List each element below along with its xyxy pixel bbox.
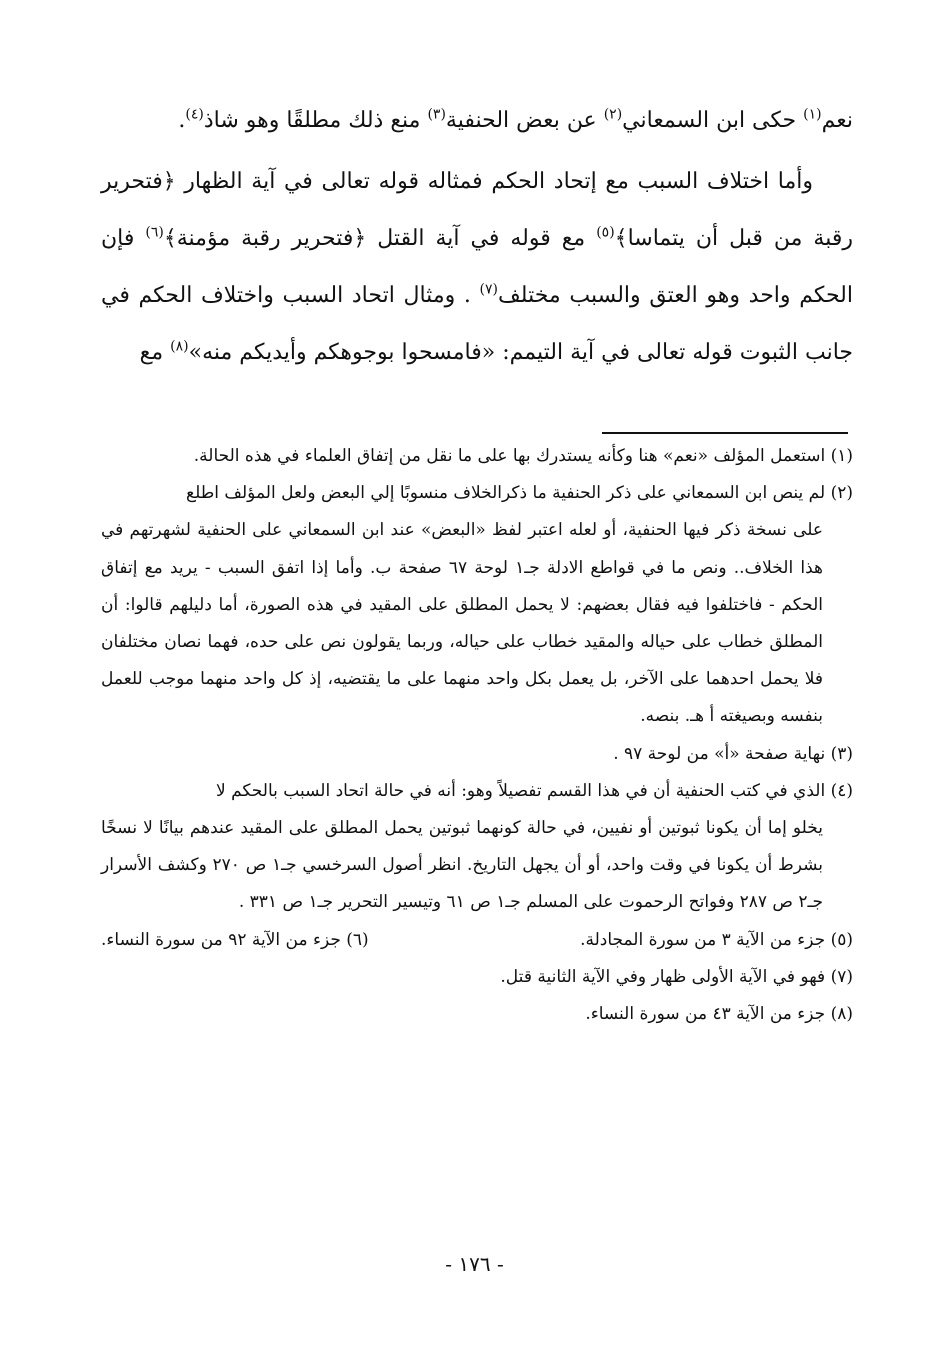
paragraph-1	[101, 92, 853, 149]
text-run: حكى ابن السمعاني	[622, 108, 804, 133]
footnote-ref-2[interactable]: (٢)	[603, 106, 623, 123]
footnote-text: فهو في الآية الأولى ظهار وفي الآية الثانية قتل.	[500, 966, 831, 987]
footnote-ref-4[interactable]: (٤)	[185, 106, 204, 123]
footnote-text: جزء من الآية ٣ من سورة المجادلة.	[580, 929, 831, 950]
footnote-ref-8[interactable]: (٨)	[170, 338, 189, 355]
footnote-5	[580, 922, 853, 959]
main-text	[101, 92, 853, 381]
footnote-text: جزء من الآية ٩٢ من سورة النساء.	[101, 929, 347, 950]
text-run: مع	[139, 340, 171, 365]
footnote-3	[101, 736, 853, 773]
footnote-6	[101, 922, 369, 959]
footnote-8	[101, 996, 853, 1033]
text-run: منع ذلك مطلقًا وهو شاذ	[203, 108, 428, 133]
footnote-separator	[602, 432, 848, 434]
footnote-4	[101, 773, 853, 922]
footnote-row-5-6	[101, 922, 853, 959]
footnote-ref-5[interactable]: (٥)	[596, 224, 615, 241]
footnotes	[101, 438, 853, 1033]
footnote-7	[101, 959, 853, 996]
paragraph-2	[101, 153, 853, 381]
footnote-number: (٢)	[830, 483, 853, 504]
footnote-number: (٣)	[830, 743, 853, 764]
footnote-2	[101, 475, 853, 735]
footnote-text: جزء من الآية ٤٣ من سورة النساء.	[585, 1004, 831, 1025]
text-run: عن بعض الحنفية	[445, 108, 604, 133]
footnote-ref-1[interactable]: (١)	[803, 106, 822, 123]
text-run: وأما اختلاف السبب مع إتحاد الحكم فمثاله قوله تعالى في آية الظهار ﴿فتحرير رقبة من قبل أن يتماسا﴾	[101, 169, 854, 251]
footnote-number: (٥)	[830, 929, 853, 950]
footnote-text: استعمل المؤلف «نعم» هنا وكأنه يستدرك بها على ما نقل من إتفاق العلماء في هذه الحالة.	[193, 446, 831, 466]
page-number: - ١٧٦ -	[445, 1252, 504, 1276]
text-run: . ومثال اتحاد السبب واختلاف الحكم في جانب الثبوت قوله تعالى في آية التيمم: «فامسحوا بوجوهكم وأيديكم منه»	[101, 283, 853, 365]
footnote-text-continued: يخلو إما أن يكونا ثبوتين أو نفيين، في حالة كونهما ثبوتين يحمل المطلق على المقيد عندهم بيانًا لا نسخًا بشرط أن يكونا في وقت واحد، أو أن يجهل التاريخ. انظر أصول السرخسي جـ١ ص ٢٧٠ وكشف الأسرار جـ٢ ص ٢٨٧ وفواتح الرحموت على المسلم جـ١ ص ٦١ وتيسير التحرير جـ١ ص ٣٣١ .	[101, 818, 823, 913]
footnote-ref-3[interactable]: (٣)	[427, 106, 446, 123]
footnote-number: (٦)	[346, 929, 369, 950]
footnote-number: (٧)	[830, 966, 853, 987]
text-run: مع قوله في آية القتل ﴿فتحرير رقبة مؤمنة﴾	[163, 226, 597, 251]
footnote-text-continued: على نسخة ذكر فيها الحنفية، أو لعله اعتبر لفظ «البعض» عند ابن السمعاني على الحنفية لشهرتهم في هذا الخلاف.. ونص ما في قواطع الادلة جـ١ لوحة ٦٧ صفحة ب. وأما إذا اتفق السبب - يريد مع إتفاق الحكم - فاختلفوا فيه فقال بعضهم: لا يحمل المطلق على المقيد في هذه الصورة، أما دليلهم قالوا: أن المطلق خطاب على حياله والمقيد خطاب على حياله، وربما يقولون نص على حده، فهما نصان مختلفان فلا يحمل احدهما على الآخر، بل يعمل بكل واحد منهما على ما يقتضيه، إذ كل واحد منهما موجب للعمل بنفسه وبصيغته أ هـ. بنصه.	[101, 520, 824, 727]
footnote-ref-6[interactable]: (٦)	[145, 224, 164, 241]
footnote-text: لم ينص ابن السمعاني على ذكر الحنفية ما ذكرالخلاف منسوبًا إلي البعض ولعل المؤلف اطلع	[186, 483, 831, 504]
footnote-text: نهاية صفحة «أ» من لوحة ٩٧ .	[613, 743, 831, 764]
footnote-ref-7[interactable]: (٧)	[479, 281, 499, 298]
footnote-number: (١)	[830, 446, 853, 466]
text-run: .	[178, 108, 186, 133]
text-run: نعم	[821, 108, 853, 133]
footnote-number: (٤)	[830, 780, 853, 801]
footnote-number: (٨)	[830, 1004, 853, 1025]
text-run: فإن الحكم واحد وهو العتق والسبب مختلف	[101, 226, 853, 308]
footnote-1	[101, 438, 853, 475]
footnote-text: الذي في كتب الحنفية أن في هذا القسم تفصيلاً وهو: أنه في حالة اتحاد السبب بالحكم لا	[216, 780, 831, 801]
